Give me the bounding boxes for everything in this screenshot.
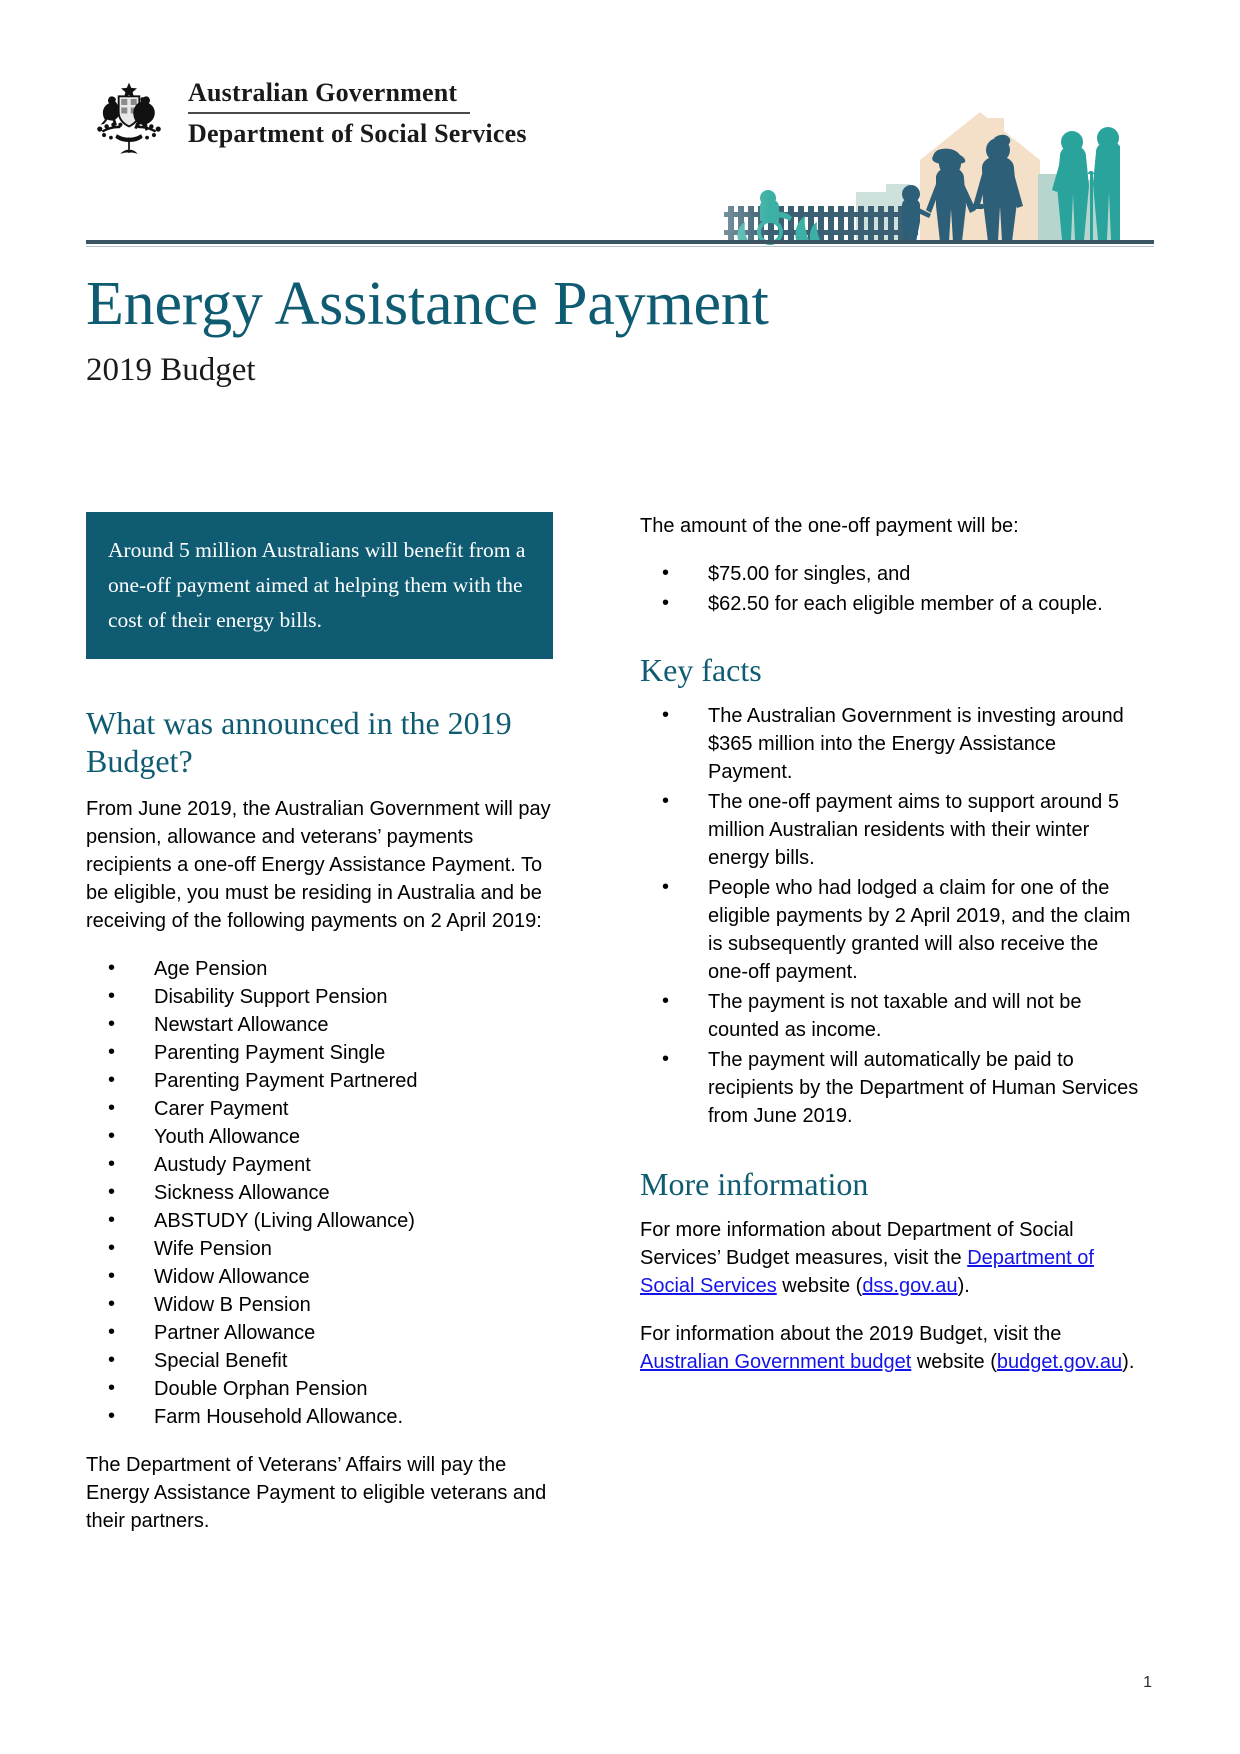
family-silhouette-banner-illustration [620, 88, 1120, 248]
eligible-payments-list [86, 955, 553, 1431]
more-info-paragraph-dss [640, 1216, 1140, 1300]
link-department-of-social-services[interactable]: Department of Social Services [640, 1246, 1094, 1297]
list-item: • The payment is not taxable and will not be counted as income. [640, 988, 1140, 1044]
callout-text: Around 5 million Australians will benefit from a one-off payment aimed at helping them with the cost of their energy bills. [108, 538, 526, 632]
list-item: • People who had lodged a claim for one of the eligible payments by 2 April 2019, and the claim is subsequently granted will also receive the one-off payment. [640, 874, 1140, 986]
list-item: • $75.00 for singles, and [640, 560, 1140, 588]
list-item: • Age Pension [86, 955, 553, 983]
page-title: Energy Assistance Payment [86, 270, 769, 338]
list-item: • Austudy Payment [86, 1151, 553, 1179]
government-wordmark [188, 72, 527, 148]
more-info-text-a: For more information about Department of Social Services’ Budget measures, visit the [640, 1218, 1074, 1269]
callout-box [86, 512, 553, 659]
list-item: • ABSTUDY (Living Allowance) [86, 1207, 553, 1235]
list-item: • Widow Allowance [86, 1263, 553, 1291]
heading-key-facts: Key facts [640, 652, 762, 688]
header-divider-rule-thin [86, 246, 1154, 247]
government-branding [86, 72, 527, 160]
link-dss-gov-au[interactable]: dss.gov.au [862, 1274, 958, 1297]
amount-intro-paragraph: The amount of the one-off payment will be: [640, 515, 1019, 537]
list-item: • The Australian Government is investing around $365 million into the Energy Assistance Payment. [640, 702, 1140, 786]
list-item: • The payment will automatically be paid to recipients by the Department of Human Services from June 2019. [640, 1046, 1140, 1130]
list-item: • Parenting Payment Single [86, 1039, 553, 1067]
page-subtitle: 2019 Budget [86, 351, 256, 388]
budget-info-text-b: website ( [911, 1350, 997, 1373]
heading-what-was-announced: What was announced in the 2019 Budget? [86, 705, 512, 780]
key-facts-list [640, 702, 1140, 1130]
gov-line-department-of-social-services: Department of Social Services [188, 119, 527, 149]
link-budget-gov-au[interactable]: budget.gov.au [996, 1350, 1123, 1373]
more-info-paragraph-budget [640, 1320, 1140, 1376]
page-header [0, 0, 1240, 270]
announcement-intro-paragraph: From June 2019, the Australian Government will pay pension, allowance and veterans’ payments recipients a one-off Energy Assistance Payment. To be eligible, you must be residing in Australia and be receiving of the following payments on 2 April 2019: [86, 797, 551, 932]
list-item: • The one-off payment aims to support around 5 million Australian residents with their winter energy bills. [640, 788, 1140, 872]
veterans-affairs-paragraph: The Department of Veterans’ Affairs will pay the Energy Assistance Payment to eligible veterans and their partners. [86, 1453, 547, 1532]
list-item: • Widow B Pension [86, 1291, 553, 1319]
page-number: 1 [1143, 1674, 1152, 1691]
gov-line-australian-government: Australian Government [188, 78, 458, 107]
list-item: • Disability Support Pension [86, 983, 553, 1011]
more-info-text-b: website ( [776, 1274, 863, 1297]
australian-coat-of-arms-icon [86, 74, 172, 160]
link-australian-government-budget[interactable]: Australian Government budget [640, 1350, 912, 1373]
more-info-text-c: ). [957, 1274, 970, 1297]
budget-info-text-c: ). [1122, 1350, 1135, 1373]
list-item: • Partner Allowance [86, 1319, 553, 1347]
list-item: • Special Benefit [86, 1347, 553, 1375]
budget-info-text-a: For information about the 2019 Budget, visit the [640, 1322, 1062, 1345]
left-column [86, 512, 553, 1535]
list-item: • $62.50 for each eligible member of a couple. [640, 590, 1140, 618]
header-divider-rule [86, 240, 1154, 244]
wordmark-divider [188, 112, 470, 114]
list-item: • Wife Pension [86, 1235, 553, 1263]
right-column [640, 512, 1140, 1376]
list-item: • Parenting Payment Partnered [86, 1067, 553, 1095]
list-item: • Double Orphan Pension [86, 1375, 553, 1403]
list-item: • Carer Payment [86, 1095, 553, 1123]
list-item: • Sickness Allowance [86, 1179, 553, 1207]
title-block [86, 272, 1146, 388]
list-item: • Farm Household Allowance. [86, 1403, 553, 1431]
list-item: • Newstart Allowance [86, 1011, 553, 1039]
payment-amounts-list [640, 560, 1140, 618]
list-item: • Youth Allowance [86, 1123, 553, 1151]
heading-more-information: More information [640, 1165, 869, 1202]
